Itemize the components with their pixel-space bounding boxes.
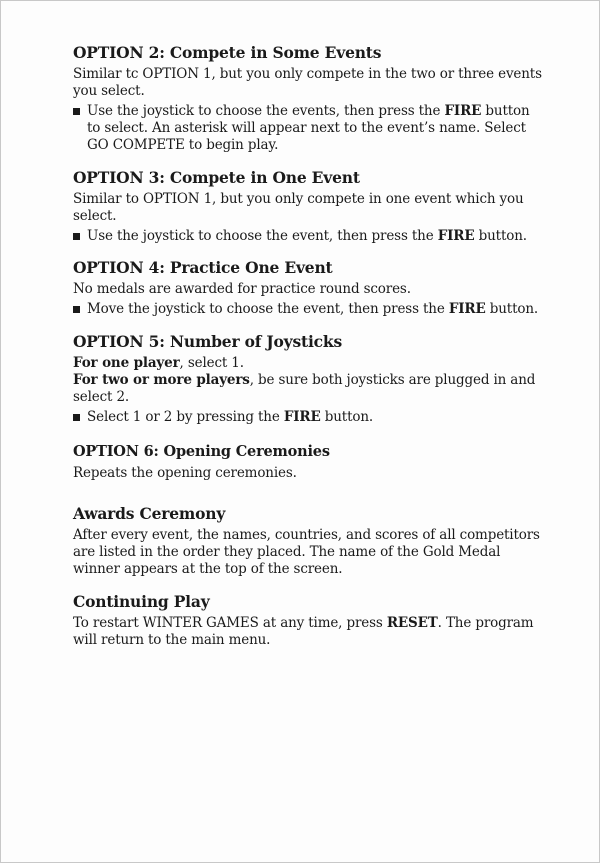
- option-3-section: [73, 168, 543, 245]
- bullet-text: Use the joystick to choose the event, then press the: [87, 228, 438, 244]
- option-5-bullet: [73, 409, 543, 426]
- option-6-description: Repeats the opening ceremonies.: [73, 465, 297, 481]
- continuing-play-text: To restart WINTER GAMES at any time, press: [73, 615, 387, 631]
- two-players-text: , be sure both joysticks are plugged in and select 2.: [73, 372, 536, 405]
- fire-button-label: FIRE: [437, 228, 475, 244]
- square-bullet-icon: [73, 414, 80, 421]
- one-player-text: , select 1.: [179, 355, 244, 371]
- bullet-text: Move the joystick to choose the event, then press the: [87, 301, 449, 317]
- option-6-section: [73, 442, 543, 482]
- fire-button-label: FIRE: [448, 301, 486, 317]
- bullet-text: button.: [485, 301, 539, 317]
- option-5-two-players: [73, 372, 543, 406]
- two-players-label: For two or more players: [73, 372, 250, 388]
- continuing-play-heading: Continuing Play: [73, 592, 210, 611]
- option-3-heading: OPTION 3: Compete in One Event: [73, 168, 360, 187]
- bullet-text: button.: [320, 409, 374, 425]
- square-bullet-icon: [73, 108, 80, 115]
- option-5-heading: OPTION 5: Number of Joysticks: [73, 332, 342, 351]
- bullet-text: button.: [474, 228, 527, 244]
- option-5-one-player: [73, 355, 543, 372]
- awards-ceremony-section: [73, 504, 543, 578]
- awards-ceremony-description: After every event, the names, countries, and scores of all competitors are listed in the order they placed. The name of the Gold Medal winner appears at the top of the screen.: [73, 527, 540, 577]
- option-3-description: Similar to OPTION 1, but you only compete in one event which you select.: [73, 191, 524, 224]
- reset-label: RESET: [386, 615, 438, 631]
- option-4-heading: OPTION 4: Practice One Event: [73, 258, 333, 277]
- continuing-play-section: [73, 592, 543, 649]
- option-2-bullet: [73, 103, 543, 154]
- option-2-heading: OPTION 2: Compete in Some Events: [73, 43, 382, 62]
- awards-ceremony-heading: Awards Ceremony: [73, 504, 226, 523]
- one-player-label: For one player: [73, 355, 180, 371]
- option-4-section: [73, 258, 543, 318]
- bullet-text: button to select. An asterisk will appear next to the event’s name. Select GO COMPETE to begin play.: [87, 103, 530, 153]
- bullet-text: Use the joystick to choose the events, then press the: [87, 103, 445, 119]
- continuing-play-description: [73, 615, 543, 649]
- fire-button-label: FIRE: [444, 103, 482, 119]
- option-2-section: [73, 43, 543, 154]
- fire-button-label: FIRE: [283, 409, 321, 425]
- option-5-section: [73, 332, 543, 426]
- continuing-play-text-end: . The program will return to the main menu.: [73, 615, 534, 648]
- square-bullet-icon: [73, 233, 80, 240]
- option-2-description: Similar tc OPTION 1, but you only compete in the two or three events you select.: [73, 66, 542, 99]
- option-4-bullet: [73, 301, 543, 318]
- page-content: [73, 43, 543, 649]
- option-3-bullet: [73, 228, 543, 245]
- option-4-description: No medals are awarded for practice round scores.: [73, 281, 411, 297]
- square-bullet-icon: [73, 306, 80, 313]
- bullet-text: Select 1 or 2 by pressing the: [87, 409, 284, 425]
- option-6-heading: OPTION 6: Opening Ceremonies: [73, 443, 330, 460]
